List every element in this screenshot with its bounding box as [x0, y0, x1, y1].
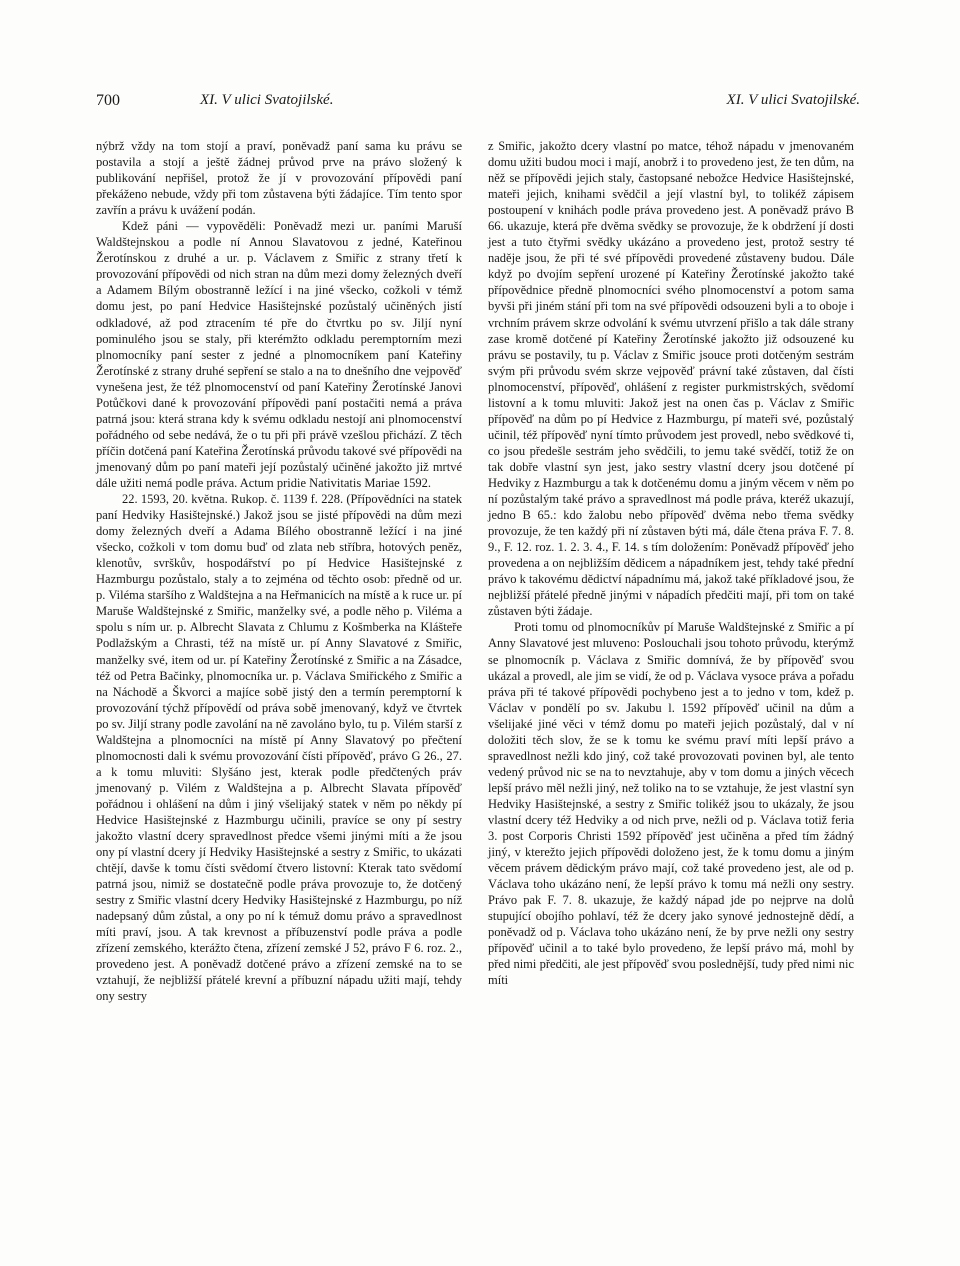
running-head-left: XI. V ulici Svatojilské.: [200, 92, 334, 108]
paragraph: z Smiřic, jakožto dcery vlastní po matce, téhož nápadu v jmenovaném domu užiti budou moci i mají, anobrž i to provedeno jest, že ten dům, na něž se přípovědi jejich staly, častopsané nebožce Hedvice Hasištejnské, mateři jejich, knihami svědčil a její vlastní byl, to tolikéž zápisem postoupení v knihách podle práva provedeno jest. A poněvadž právo B 66. ukazuje, která pře dvěma svědky se provozuje, že k obdržení jí dosti jest a tuto čtyřmi svědky ukázáno a provedeno jest, protož sestry té naděje jsou, že při té své přípovědi provedené zůstaveny budou. Dále když po dvojím sepření urozené pí Kateřiny Žerotínské jakožto také přípovědnice předně plnomocníci svého plnomocenství a potom sama byvši při jiném stání při tom na své přípovědi odsouzeni byli a to oboje i vrchním právem skrze odvolání k svému utvrzení přišlo a tak dále strany zase kromě dotčené pí Kateřiny Žerotínské jakožto již odsouzené ku právu se postavily, tu p. Václav z Smiřic jsouce proti dotčeným sestrám svým při průvodu svém skrze vejpověď právní také zůstaven, dal čísti plnomocenství, přípověď, ohlášení z register purkmistrských, svědomí listovní a k tomu mluviti: Jakož jest na onen čas p. Václav z Smiřic přípověď na dům po pí Hedvice z Hazmburgu, pí mateři své, pozůstalý učinil, též přípověď nyní tímto průvodem jest provedl, nebo svědkové ti, co jsou předešle sestrám jeho svědčili, to jemu také svědčí, totiž že on tak dobře vlastní syn jest, jako sestry vlastní dcery jsou dotčené pí Hedviky z Hazmburgu a tak k dotčenému domu a jiným věcem v něm po ní pozůstalým také právo a spravedlnost má podle práva, kteréž ukazují, jedno B 65.: kdo žalobu nebo přípověď dvěma nebo třema svědky provozuje, že ten každý při ní zůstaven býti má, dále čtena práva F. 7. 8. 9., F. 12. roz. 1. 2. 3. 4., F. 14. s tím doložením: Poněvadž přípověď jeho provedena a on nejbližším dědicem a nápadníkem jest, tehdy také přední právo k takovému dědictví nápadnímu má, jakož také příkladové jsou, že nejbližší přátelé předně jinými v nápadích předčiti mají, při tom on také zůstaven býti žádaje.: [488, 139, 854, 619]
running-head-right: XI. V ulici Svatojilské.: [726, 92, 860, 108]
page-header: [96, 92, 864, 112]
right-column: [488, 138, 854, 988]
paragraph: Kdež páni — vypověděli: Poněvadž mezi ur. paními Maruší Waldštejnskou a podle ní Annou Slavatovou z jedné, Kateřinou Žerotínskou z druhé a ur. p. Václavem z Smiřic z strany třetí k provozování přípovědi od nich stran na dům mezi domy železných dveří a Adamem Bílým obostranně ležící i na jiné všecko, cožkoli v témž domu jest, po paní Hedvice Hasištejnské pozůstalý učiněných jistí odkladové, až pod ztracením té pře do čtvrtku po sv. Jiljí nyní pominulého jsou se staly, při kterémžto odkladu peremptorním mezi plnomocníky paní sester z jedné a plnomocníkem paní Kateřiny Žerotínské z strany druhé sepření se stalo a na to dnešního dne vejpověď vynešena jest, že též plnomocenství od paní Kateřiny Žerotínské Janovi Potůčkovi dané k provozování přípovědi paní postačiti nemá a práva patrná jsou: která strana kdy k svému odkladu nestojí ani plnomocenství pořádného od sebe nedává, že o tu při při právě vzešlou přichází. Z těch příčin dotčená paní Kateřina Žerotínská průvodu takové své přípovědi na jmenovaný dům po paní mateři její pozůstalý učiněné jakožto již mrtvé dále užiti nemá podle práva. Actum pridie Nativitatis Mariae 1592.: [96, 219, 462, 490]
left-column: [96, 138, 462, 1005]
paragraph: 22. 1593, 20. května. Rukop. č. 1139 f. 228. (Přípovědníci na statek paní Hedviky Hasištejnské.) Jakož jsou se jisté přípovědi na dům mezi domy železných dveří a Adama Bílého obostranně ležící i na jiné všecko, cožkoli v tom domu buď od zlata neb stříbra, hotových peněz, klenotův, svrškův, hospodářství po pí Hedvice Hasištejnské z Hazmburgu pozůstalo, staly a to zejména od těchto osob: předně od ur. p. Viléma staršího z Waldštejna a na Heřmanicích na místě a k ruce ur. pí Maruše Waldštejnské z Smiřic, manželky své, a podle něho p. Viléma a spolu s ním ur. p. Albrecht Slavata z Chlumu z Košmberka na Klášteře Podlažským a Chrasti, též na místě ur. pí Anny Slavatové z Smiřic, manželky své, item od ur. pí Kateřiny Žerotínské z Smiřic a na Zásadce, též od Petra Bačinky, plnomocníka ur. p. Václava Smiřického z Smiřic a na Náchodě a Škvorci a majíce sobě jistý den a termín peremptorní k provozování týchž přípovědí od práva sobě jmenovaný, když ve čtvrtek po sv. Jiljí strany podle zavolání na ně zavoláno bylo, tu p. Vilém starší z Waldštejna a plnomocníci na místě pí Anny Slavatový po přečtení plnomocnosti dali k svému provozování čísti přípověď, právo G 26., 27. a k tomu mluviti: Slyšáno jest, kterak podle předčtených práv jmenovaný p. Vilém z Waldštejna a p. Albrecht Slavata přípověď pořádnou i ohlášení na dům i jiný všelijaký statek v něm po někdy pí Hedvice Hasištejnské z Hazmburgu učinili, pravíce se ony pí sestry jakožto vlastní dcery spravedlnost předce všemi jinými míti a že jsou ony pí vlastní dcery jí Hedviky Hasištejnské a sestry z Smiřic, to ukázati chtějí, davše k tomu čísti svědomí čtvero listovní: Kterak tato svědomí patrná jsou, nimiž se dostatečně podle práva provozuje to, že dotčený sestry z Smiřic vlastní dcery Hedviky Hasištejnské z Hazmburgu, po níž nadepsaný dům zůstal, a ony po ní k témuž domu právo a spravedlnost míti praví, jsou. A tak krevnost a příbuzenství podle práva a podle zřízení zemského, kterážto čtena, zřízení zemské J 52, právo F 6. roz. 2., provedeno jest. A poněvadž dotčené právo a zřízení zemské na to se vztahují, že nejbližší přátelé krevní a příbuzní nápadu užiti mají, tehdy ony sestry: [96, 492, 462, 1004]
page-number: 700: [96, 92, 120, 109]
paragraph: Proti tomu od plnomocníkův pí Maruše Waldštejnské z Smiřic a pí Anny Slavatové jest mluveno: Poslouchali jsou tohoto průvodu, kterýmž se plnomocník p. Václava z Smiřic domnívá, že by přípověď svou ukázal a provedl, ale jim se vidí, že od p. Václava vysoce práva a pořadu práva při té takové přípovědi pochybeno jest a to jedno v tom, kdež p. Václav v pondělí po sv. Jakubu l. 1592 přípověď učinil na dům a všelijaké jiné věci v témž domu po mateři jejich pozůstalý, dal v ní doložiti těch slov, že se k tomu ke svému praví míti lepší právo a spravedlnost nežli kdo jiný, což také provozovati povinen byl, ale tento vedený průvod nic se na to nevztahuje, aby v tom domu a jiných věcech lepší právo měl nežli jiný, než toliko na to se vztahuje, že jest vlastní syn Hedviky Hasištejnské, a sestry z Smiřic tolikéž jsou to ukázaly, že jsou vlastní dcery též Hedviky a od nich prve, nežli od p. Václava totiž feria 3. post Corporis Christi 1592 přípověď jest učiněna a před tím žádný jiný, v kterežto jejich přípovědi doloženo jest, že k tomu domu a jiným věcem právem dědickým právo mají, což také provedeno jest, ale od p. Václava toho ukázáno není, že lepší právo k tomu má nežli ony sestry. Právo pak F. 7. 8. ukazuje, že každý nápad jde po nejprve na dolů stupující obojího pohlaví, též že dcery jako synové jednostejně dědí, a poněvadž od p. Václava toho ukázáno není, že by prve nežli ony sestry přípověď učinil a to také bylo provedeno, že lepší právo má, mohl by před nimi předčiti, ale jest přípověď svou poslednější, tudy před nimi nic míti: [488, 620, 854, 988]
paragraph: nýbrž vždy na tom stojí a praví, poněvadž paní sama ku právu se postavila a stojí a ještě žádnej průvod prve na právo složený k publikování nepřišel, protož že jí v provozování přípovědi paní překáženo nebude, vždy při tom zůstavena býti žádajíce. Tím tento spor zavřín a právu k uvážení podán.: [96, 139, 462, 218]
